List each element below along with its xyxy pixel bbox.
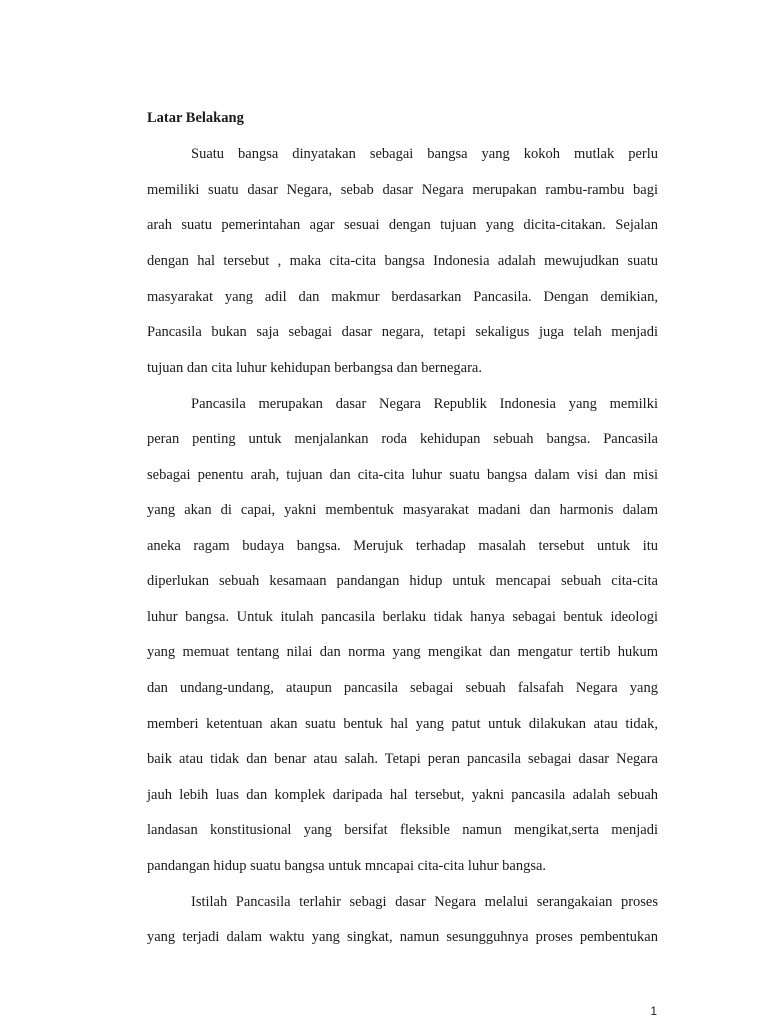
paragraph-line: yang terjadi dalam waktu yang singkat, namun sesungguhnya proses pembentukan [147,929,658,945]
paragraph-line: baik atau tidak dan benar atau salah. Tetapi peran pancasila sebagai dasar Negara [147,751,658,767]
paragraph-line: sebagai penentu arah, tujuan dan cita-cita luhur suatu bangsa dalam visi dan misi [147,467,658,483]
paragraph-line: yang akan di capai, yakni membentuk masyarakat madani dan harmonis dalam [147,502,658,518]
paragraph-line: Pancasila merupakan dasar Negara Republik Indonesia yang memilki [191,396,658,412]
paragraph-line: dengan hal tersebut , maka cita-cita bangsa Indonesia adalah mewujudkan suatu [147,253,658,269]
paragraph-line: yang memuat tentang nilai dan norma yang mengikat dan mengatur tertib hukum [147,644,658,660]
paragraph-line: dan undang-undang, ataupun pancasila sebagai sebuah falsafah Negara yang [147,680,658,696]
paragraph-line: memiliki suatu dasar Negara, sebab dasar Negara merupakan rambu-rambu bagi [147,182,658,198]
paragraph-line: arah suatu pemerintahan agar sesuai dengan tujuan yang dicita-citakan. Sejalan [147,217,658,233]
paragraph-line: landasan konstitusional yang bersifat fleksible namun mengikat,serta menjadi [147,822,658,838]
paragraph-line: luhur bangsa. Untuk itulah pancasila berlaku tidak hanya sebagai bentuk ideologi [147,609,658,625]
page-number: 1 [650,1004,657,1018]
paragraph-line: Istilah Pancasila terlahir sebagi dasar Negara melalui serangakaian proses [191,894,658,910]
paragraph-line: aneka ragam budaya bangsa. Merujuk terhadap masalah tersebut untuk itu [147,538,658,554]
paragraph-line: jauh lebih luas dan komplek daripada hal tersebut, yakni pancasila adalah sebuah [147,787,658,803]
paragraph-line: peran penting untuk menjalankan roda kehidupan sebuah bangsa. Pancasila [147,431,658,447]
paragraph-line: Suatu bangsa dinyatakan sebagai bangsa yang kokoh mutlak perlu [191,146,658,162]
section-heading: Latar Belakang [147,110,244,126]
paragraph-line: memberi ketentuan akan suatu bentuk hal yang patut untuk dilakukan atau tidak, [147,716,658,732]
paragraph-line: pandangan hidup suatu bangsa untuk mncapai cita-cita luhur bangsa. [147,858,547,874]
paragraph-line: tujuan dan cita luhur kehidupan berbangsa dan bernegara. [147,360,482,376]
paragraph-line: diperlukan sebuah kesamaan pandangan hidup untuk mencapai sebuah cita-cita [147,573,658,589]
paragraph-line: Pancasila bukan saja sebagai dasar negara, tetapi sekaligus juga telah menjadi [147,324,658,340]
paragraph-line: masyarakat yang adil dan makmur berdasarkan Pancasila. Dengan demikian, [147,289,658,305]
